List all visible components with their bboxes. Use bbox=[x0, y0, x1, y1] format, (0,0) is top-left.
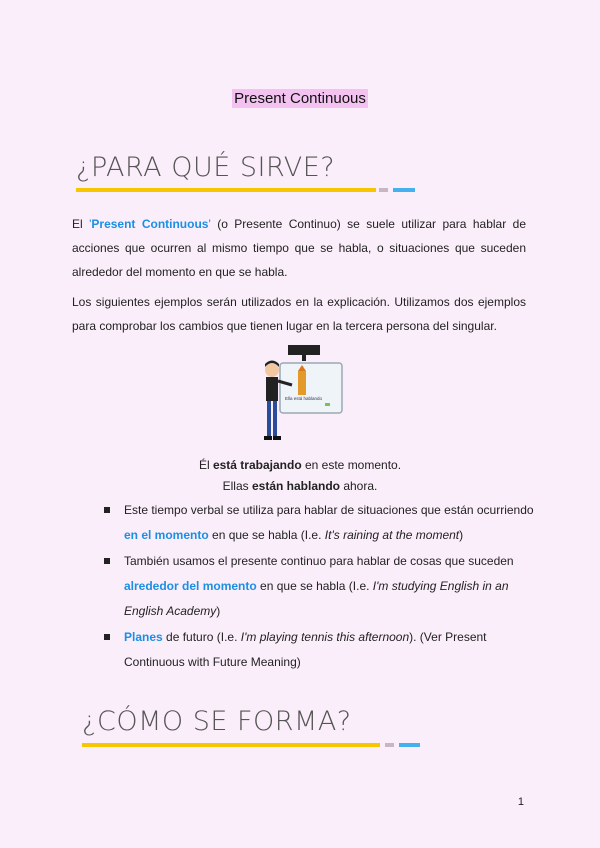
heading-underline-blue bbox=[393, 188, 415, 192]
example-sentence-2: Ellas están hablando ahora. bbox=[222, 479, 378, 493]
heading-underline-blue bbox=[399, 743, 420, 747]
heading-underline-gray bbox=[379, 188, 388, 192]
intro-paragraph: El 'Present Continuous' (o Presente Continuo) se suele utilizar para hablar de acciones que ocurren al mismo tiempo que se habla, o situaciones que suceden alrededor del momento en que se habla. bbox=[72, 217, 526, 279]
bullet-square-icon bbox=[104, 558, 110, 564]
heading-underline-yellow bbox=[82, 743, 380, 747]
heading-underline-yellow bbox=[76, 188, 376, 192]
section-heading-para-que-sirve: ¿PARA QUÉ SIRVE? bbox=[76, 152, 336, 183]
usage-bullet-list bbox=[104, 498, 534, 676]
page-number: 1 bbox=[517, 796, 524, 808]
svg-text:Ella está hablando: Ella está hablando bbox=[285, 396, 323, 401]
bullet-square-icon bbox=[104, 507, 110, 513]
term-present-continuous: Present Continuous bbox=[91, 217, 209, 231]
heading-underline-gray bbox=[385, 743, 394, 747]
teacher-whiteboard-illustration bbox=[258, 345, 350, 445]
list-item: También usamos el presente continuo para hablar de cosas que suceden alrededor del momento en que se habla (I.e. I'm studying English in an English Academy) bbox=[104, 549, 534, 624]
example-sentence-1: Él está trabajando en este momento. bbox=[198, 458, 402, 472]
examples-intro-paragraph: Los siguientes ejemplos serán utilizados en la explicación. Utilizamos dos ejemplos para comprobar los cambios que tienen lugar en la tercera persona del singular. bbox=[72, 295, 526, 333]
document-title: Present Continuous bbox=[234, 90, 366, 107]
list-item: Planes de futuro (I.e. I'm playing tennis this afternoon). (Ver Present Continuous with Future Meaning) bbox=[104, 625, 534, 675]
list-item: Este tiempo verbal se utiliza para hablar de situaciones que están ocurriendo en el momento en que se habla (I.e. It's raining at the moment) bbox=[104, 498, 534, 548]
bullet-square-icon bbox=[104, 634, 110, 640]
section-heading-como-se-forma: ¿CÓMO SE FORMA? bbox=[82, 706, 352, 737]
